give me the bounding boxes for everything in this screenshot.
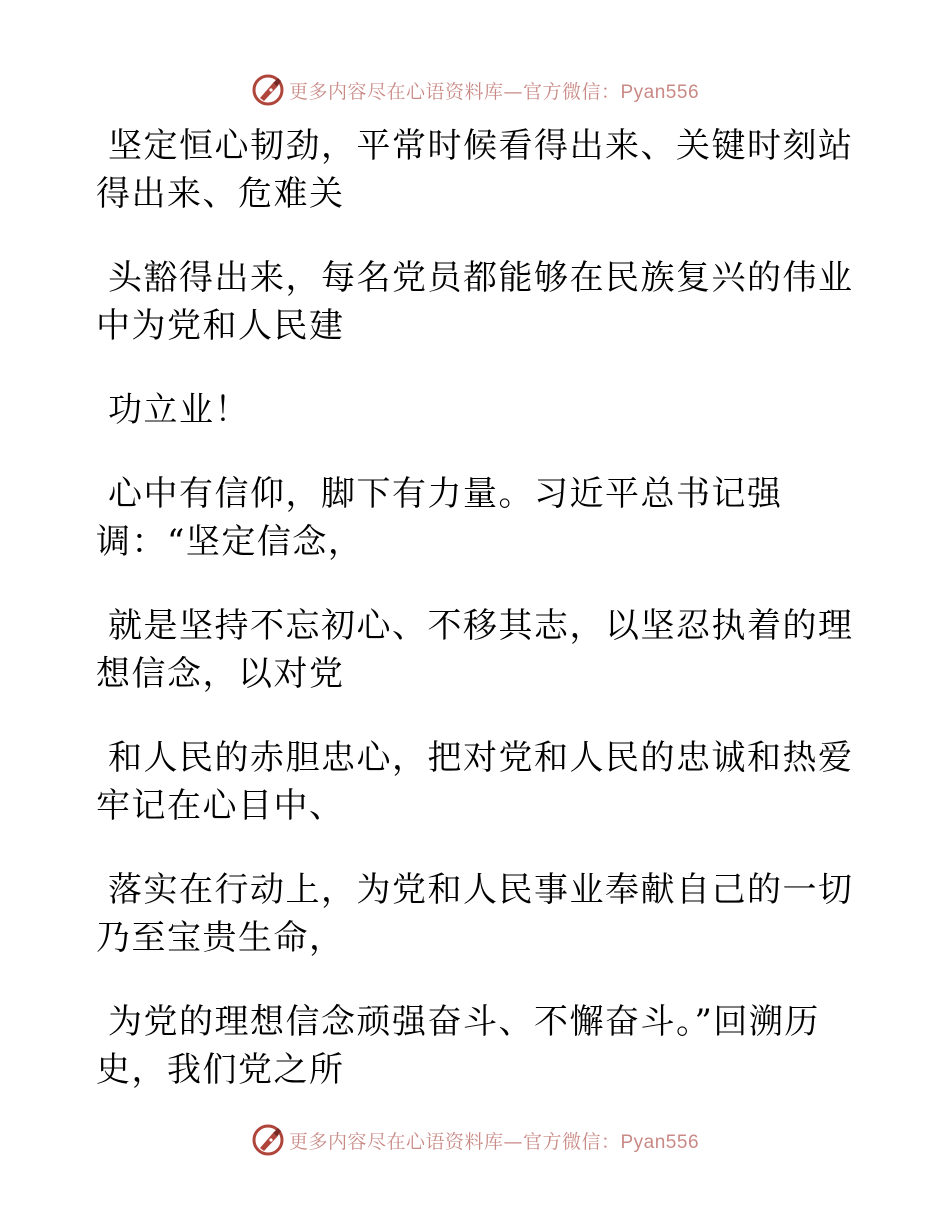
pen-nib-logo-icon [251,73,285,107]
text-line: 调：“坚定信念， [96,522,364,562]
watermark-suffix: 官方微信： [522,1130,621,1153]
text-line: 得出来、危难关 [96,174,345,214]
footer-watermark [0,1120,950,1160]
text-line: 史，我们党之所 [96,1050,345,1090]
header-watermark [0,70,950,110]
text-line: 坚定恒心韧劲，平常时候看得出来、关键时刻站 [108,126,854,166]
text-line: 心中有信仰，脚下有力量。习近平总书记强 [108,474,783,514]
watermark-suffix: 官方微信： [522,80,621,103]
watermark-text [289,77,699,104]
watermark-separator: — [503,1130,523,1153]
watermark-account: Pyan556 [620,81,700,103]
watermark-separator: — [503,80,523,103]
watermark-account: Pyan556 [620,1131,700,1153]
text-line: 牢记在心目中、 [96,786,345,826]
text-line: 中为党和人民建 [96,306,345,346]
watermark-text [289,1127,699,1154]
watermark-prefix: 更多内容尽在心语资料库 [288,1130,504,1153]
pen-nib-logo-icon [251,1123,285,1157]
text-line: 和人民的赤胆忠心，把对党和人民的忠诚和热爱 [108,738,854,778]
text-line: 想信念，以对党 [96,654,345,694]
text-line: 头豁得出来，每名党员都能够在民族复兴的伟业 [108,258,854,298]
text-line: 落实在行动上，为党和人民事业奉献自己的一切 [108,870,854,910]
text-line: 功立业！ [108,390,250,430]
text-line: 就是坚持不忘初心、不移其志，以坚忍执着的理 [108,606,854,646]
text-line: 乃至宝贵生命， [96,918,345,958]
text-line: 为党的理想信念顽强奋斗、不懈奋斗。”回溯历 [108,1002,820,1042]
watermark-prefix: 更多内容尽在心语资料库 [288,80,504,103]
